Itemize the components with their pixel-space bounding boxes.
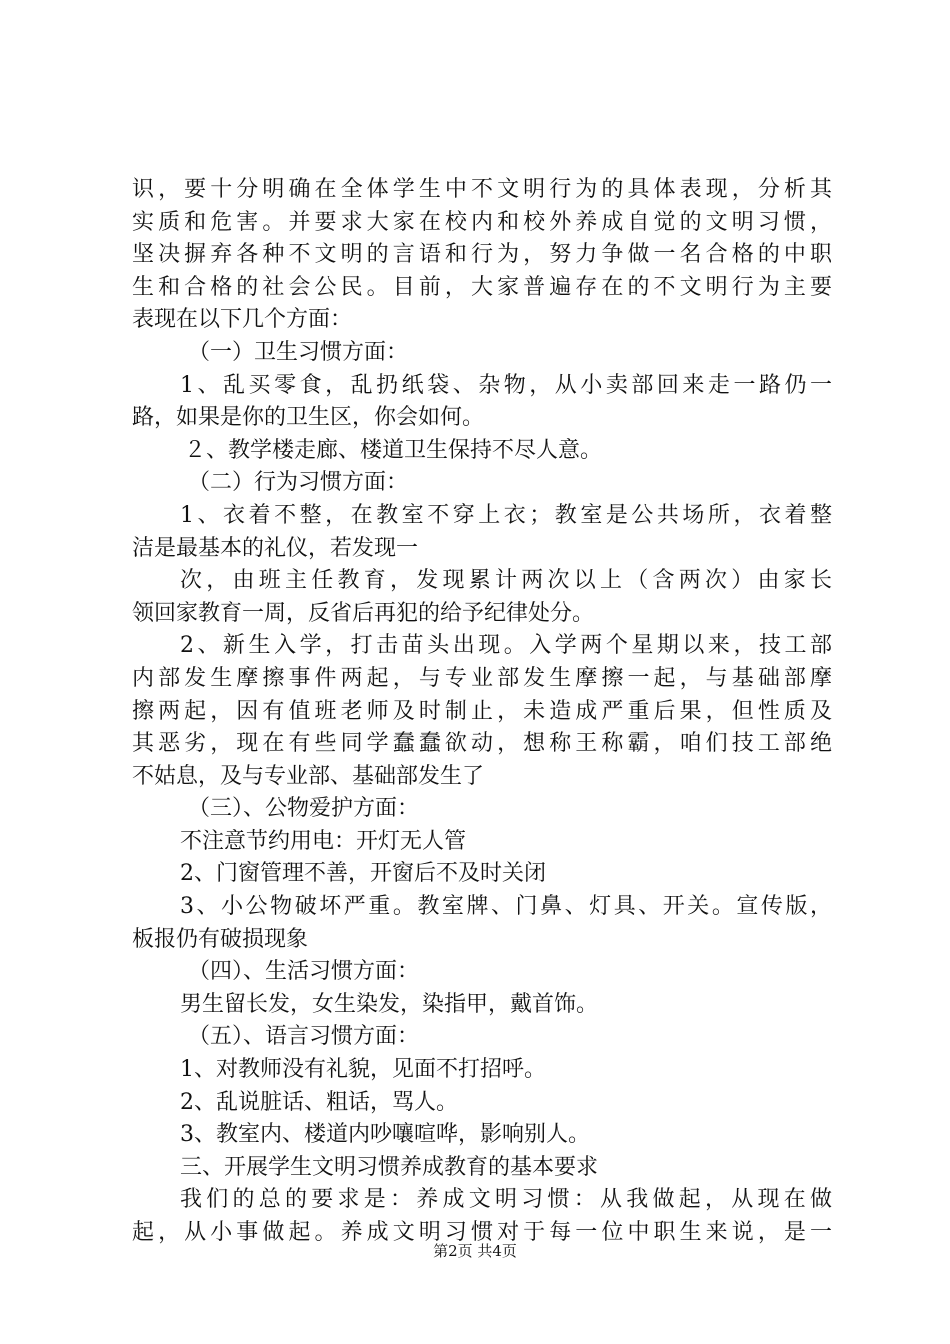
text-line: 不姑息，及与专业部、基础部发生了 xyxy=(132,763,485,789)
text-line: 洁是最基本的礼仪，若发现一 xyxy=(132,535,419,561)
text-line: 不注意节约用电：开灯无人管 xyxy=(180,828,467,854)
document-body xyxy=(132,174,832,1250)
text-line: 1、乱买零食，乱扔纸袋、杂物，从小卖部回来走一路仍一 xyxy=(180,372,832,398)
page-number-footer: 第2页 共4页 xyxy=(433,1242,517,1260)
text-line: 3、教室内、楼道内吵嚷喧哗，影响别人。 xyxy=(180,1122,590,1148)
text-line: 男生留长发，女生染发，染指甲，戴首饰。 xyxy=(180,991,599,1017)
text-line: 实质和危害。并要求大家在校内和校外养成自觉的文明习惯， xyxy=(132,209,832,235)
text-line: 擦两起，因有值班老师及时制止，未造成严重后果，但性质及 xyxy=(132,698,832,724)
section-heading: （三）、公物爱护方面： xyxy=(188,796,420,822)
section-heading: （五）、语言习惯方面： xyxy=(188,1024,420,1050)
section-heading: （四）、生活习惯方面： xyxy=(188,959,420,985)
text-line: 领回家教育一周，反省后再犯的给予纪律处分。 xyxy=(132,600,595,626)
text-line: 2、乱说脏话、粗话，骂人。 xyxy=(180,1089,458,1115)
text-line: ２、教学楼走廊、楼道卫生保持不尽人意。 xyxy=(184,437,603,463)
text-line: 起，从小事做起。养成文明习惯对于每一位中职生来说，是一 xyxy=(132,1220,832,1245)
text-line: 识，要十分明确在全体学生中不文明行为的具体表现，分析其 xyxy=(132,177,832,202)
section-heading: 三、开展学生文明习惯养成教育的基本要求 xyxy=(180,1154,599,1180)
text-line: 1、衣着不整，在教室不穿上衣；教室是公共场所，衣着整 xyxy=(180,502,832,528)
text-line: 3、小公物破坏严重。教室牌、门鼻、灯具、开关。宣传版， xyxy=(180,894,832,920)
text-line: 其恶劣，现在有些同学蠢蠢欲动，想称王称霸，咱们技工部绝 xyxy=(132,731,832,757)
text-line: 生和合格的社会公民。目前，大家普遍存在的不文明行为主要 xyxy=(132,274,832,300)
text-line: 2、新生入学，打击苗头出现。入学两个星期以来，技工部 xyxy=(180,633,832,659)
section-heading: （二）行为习惯方面： xyxy=(188,470,409,496)
section-heading: （一）卫生习惯方面： xyxy=(188,339,409,365)
text-line: 次，由班主任教育，发现累计两次以上（含两次）由家长 xyxy=(180,568,832,594)
text-line: 2、门窗管理不善，开窗后不及时关闭 xyxy=(180,861,546,887)
text-line: 1、对教师没有礼貌，见面不打招呼。 xyxy=(180,1057,546,1083)
text-line: 板报仍有破损现象 xyxy=(132,926,309,952)
text-line: 内部发生摩擦事件两起，与专业部发生摩擦一起，与基础部摩 xyxy=(132,665,832,691)
text-line: 路，如果是你的卫生区，你会如何。 xyxy=(132,405,485,431)
text-line: 我们的总的要求是：养成文明习惯：从我做起，从现在做 xyxy=(180,1187,832,1213)
text-line: 表现在以下几个方面： xyxy=(132,307,353,333)
text-line: 坚决摒弃各种不文明的言语和行为，努力争做一名合格的中职 xyxy=(132,242,832,268)
